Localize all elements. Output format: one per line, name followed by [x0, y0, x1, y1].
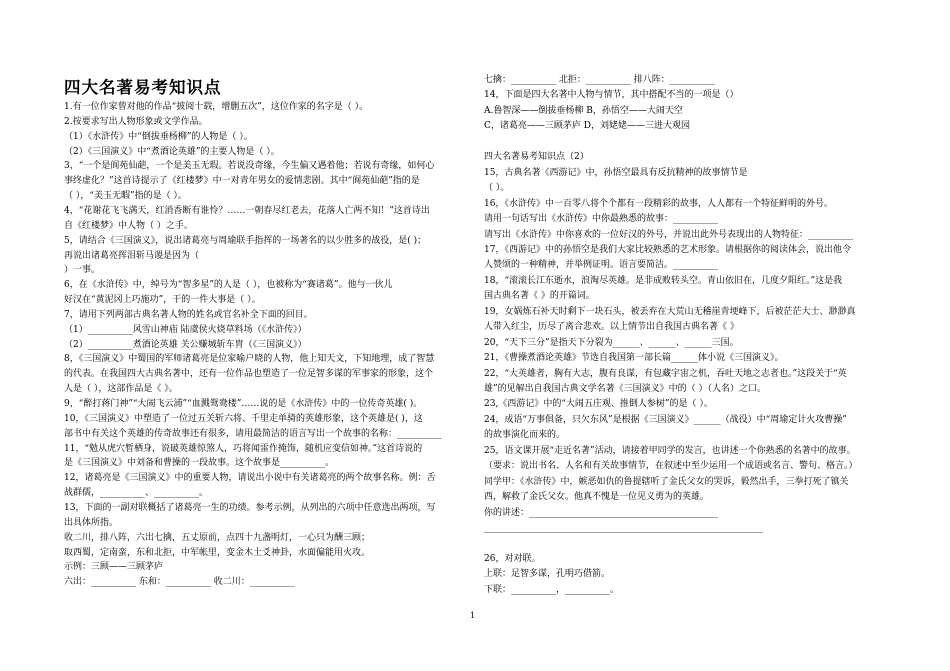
left-text-line: 再说出诸葛亮挥泪斩马谡是因为（	[64, 250, 200, 261]
page-number: 1	[470, 611, 476, 620]
left-text-line: 10，《三国演义》中塑造了一位过五关斩六将、千里走单骑的英雄形象，这个英雄是( )，这	[64, 413, 423, 424]
left-text-line: 自《红楼梦》中人物（ ）之手。	[64, 220, 193, 231]
right-text-line: 人带入红尘，历尽了离合悲欢。以上情节出自我国古典名著《 》	[484, 322, 739, 333]
right-text-line: 下联：__________，__________。	[484, 584, 620, 595]
left-text-line: 好汉在“黄泥冈上巧施功”，干的一件大事是（ ）。	[64, 295, 261, 306]
left-text-line: （ ），“美玉无暇”指的是（ ）。	[64, 191, 187, 202]
right-text-line: （要求：说出书名、人名和有关故事情节，在叙述中至少运用一个成语或名言、警句、格言。）	[484, 461, 858, 472]
right-text-line: 15，古典名著《西游记》中，孙悟空最具有反抗精神的故事情节是	[484, 167, 748, 178]
right-text-line: 四大名著易考知识点（2）	[484, 152, 589, 163]
left-text-line: 六出：__________ 东和：__________ 收二川：__________	[64, 577, 295, 588]
left-text-line: 是《三国演义》中刘备和曹操的一段故事。这个故事是__________。	[64, 458, 335, 469]
right-text-line: 的故事演化而来的。	[484, 430, 566, 441]
right-text-line: 请写出《水浒传》中你喜欢的一位好汉的外号，并说出此外号表现出的人物特征：__________	[484, 229, 854, 240]
right-text-line: 国古典名著《 》的开篇词。	[484, 291, 595, 302]
right-text-line: 你的讲述：__________________________________________	[484, 507, 719, 518]
left-text-line: 7，请用下列两部古典名著人物的姓名或官名补全下面的回目。	[64, 309, 313, 320]
right-text-line: 23,《西游记》中的“大闹五庄观、推倒人参树”的是（ ）。	[484, 399, 713, 410]
right-text-line: 16，《水浒传》中一百零八将个个都有一段精彩的故事，人人都有一个特征鲜明的外号。	[484, 198, 833, 209]
right-text-line: A.鲁智深——倒拔垂杨柳 B，孙悟空——大闹天空	[484, 105, 683, 116]
right-text-line: 雄”的见解出自我国古典文学名著《三国演义》中的（ ）（人名）之口。	[484, 384, 766, 394]
right-text-line: 17，《西游记》中的孙悟空是我们大家比较熟悉的艺术形象。请根据你的阅读体会，说出他令	[484, 244, 851, 255]
left-text-line: 11，“勉从虎穴暂栖身，说破英雄惊煞人，巧将闻雷作掩饰，随机应变信如神。”这首诗说的	[64, 443, 423, 454]
right-text-line: 同学甲：《水浒传》中，嫉恶如仇的鲁提辖听了金氏父女的哭诉，毅然出手，三拳打死了镇关	[484, 476, 849, 487]
right-text-line: 14，下面是四大名著中人物与情节，其中搭配不当的一项是（）	[484, 90, 739, 101]
left-text-line: 部书中有关这个英雄的传奇故事还有很多，请用最简洁的语言写出一个故事的名称：__________	[64, 428, 443, 439]
right-text-line: C，诸葛亮——三顾茅庐 D，刘姥姥——三进大观园	[484, 121, 690, 132]
right-text-line: 22，“大英雄者，胸有大志，腹有良谋，有包藏宇宙之机，吞吐天地之志者也。”这段关于“英	[484, 368, 847, 379]
left-text-line: （2）《三国演义》中“煮酒论英雄”的主要人物是（ ）。	[64, 146, 280, 157]
right-text-line: 20，“天下三分”是指天下分裂为______、______、______三国。	[484, 337, 739, 348]
left-text-line: （2）__________煮酒论英雄 关公赚城斩车胄（《三国演义》）	[64, 339, 307, 350]
left-text-line: 6，在《水浒传》中，绰号为“智多星”的人是（ ），也被称为“赛诸葛”。他与一伙儿	[64, 280, 393, 291]
left-text-line: 出具体所指。	[64, 517, 119, 528]
left-text-line: 4，“花谢花飞飞满天，红消香断有谁怜？……一朝春尽红老去，花落人亡两不知！”这首诗出	[64, 205, 430, 216]
left-text-line: 收二川，排八阵，六出七擒，五丈原前，点四十九盏明灯，一心只为酬三顾；	[64, 532, 371, 543]
right-text-line: （ ）。	[484, 183, 510, 194]
left-text-line: （1）__________风雪山神庙 陆虞侯火烧草料场（《水浒传》）	[64, 324, 307, 335]
right-text-line: 上联：足智多谋，孔明巧借箭。	[484, 569, 611, 580]
right-text-line: 25，语文课开展“走近名著”活动，请接着甲同学的发言，也讲述一个你熟悉的名著中的故事。	[484, 445, 856, 456]
left-text-line: 13，下面的一副对联概括了诸葛亮一生的功绩。参考示例，从列出的六项中任意选出两项，写	[64, 502, 436, 513]
right-text-line: ______________________________________________________________	[484, 523, 763, 534]
right-text-line: 26，对对联。	[484, 553, 541, 564]
left-text-line: 2.按要求写出人物形象或文学作品。	[64, 116, 208, 127]
left-text-line: 的代表。在我国四大古典名著中，还有一位作品也塑造了一位足智多谋的军事家的形象，这个	[64, 369, 434, 380]
left-text-line: 12，诸葛亮是《三国演义》中的重要人物，请说出小说中有关诸葛亮的两个故事名称。例：舌	[64, 473, 436, 484]
left-text-line: （1）《水浒传》中“倒拔垂杨柳”的人物是（ ）。	[64, 131, 253, 142]
right-text-line: 24，成语“万事俱备，只欠东风”是根据《三国演义》______（战役）中“周瑜定计火攻曹操”	[484, 414, 847, 425]
left-text-line: 示例：三顾——三顾茅庐	[64, 562, 164, 573]
left-text-line: 3，“一个是阆苑仙葩，一个是美玉无瑕。若说没奇缘，今生偏又遇着他；若说有奇缘，如何心	[64, 161, 435, 172]
right-text-line: 七擒：__________ 北拒：__________ 排八阵：__________	[484, 75, 715, 85]
right-text-line: 西，解救了金氏父女。他真不愧是一位见义勇为的英雄。	[484, 492, 710, 503]
left-text-line: 9，“醉打蒋门神”“大闹飞云浦”“血溅鸳鸯楼”……说的是《水浒传》中的一位传奇英雄( )。	[64, 399, 423, 409]
left-text-line: 5，请结合《三国演义》，说出诸葛亮与周瑜联手指挥的一场著名的以少胜多的战役，是( )；	[64, 235, 427, 246]
document-title: 四大名著易考知识点	[64, 78, 222, 97]
right-text-line: 请用一句话写出《水浒传》中你最熟悉的故事：__________	[484, 214, 719, 225]
left-text-line: 人是（ ），这部作品是《 》。	[64, 384, 178, 395]
left-text-line: 战群儒，__________、__________。	[64, 488, 209, 499]
left-text-line: ）一事。	[64, 265, 101, 276]
right-text-line: 人赞颂的一种精神，并举例证明。语言要简洁。__________	[484, 260, 719, 271]
left-text-line: 事终虚化？”这首诗提示了《红楼梦》中一对青年男女的爱情悲剧。其中“阆苑仙葩”指的是	[64, 176, 420, 187]
left-text-line: 1.有一位作家曾对他的作品“披阅十载，增删五次”，这位作家的名字是（ ）。	[64, 102, 369, 112]
left-text-line: 8，《三国演义》中蜀国的军师诸葛亮是位家喻户晓的人物，他上知天文，下知地理，成了智慧	[64, 354, 435, 365]
right-text-line: 18，“滚滚长江东逝水，浪淘尽英雄。是非成败转头空。青山依旧在，几度夕阳红。”这是我	[484, 275, 843, 286]
right-text-line: 19，女娲炼石补天时剩下一块石头，被丢弃在大荒山无稽崖青埂峰下，后被茫茫大士、渺渺真	[484, 306, 856, 317]
left-text-line: 取西蜀，定南蛮，东和北拒，中军帐里，变金木土爻神卦，水面偏能用火攻。	[64, 547, 371, 558]
right-text-line: 21，《曹操煮酒论英雄》节选自我国第一部长篇______体小说《三国演义》。	[484, 353, 784, 364]
